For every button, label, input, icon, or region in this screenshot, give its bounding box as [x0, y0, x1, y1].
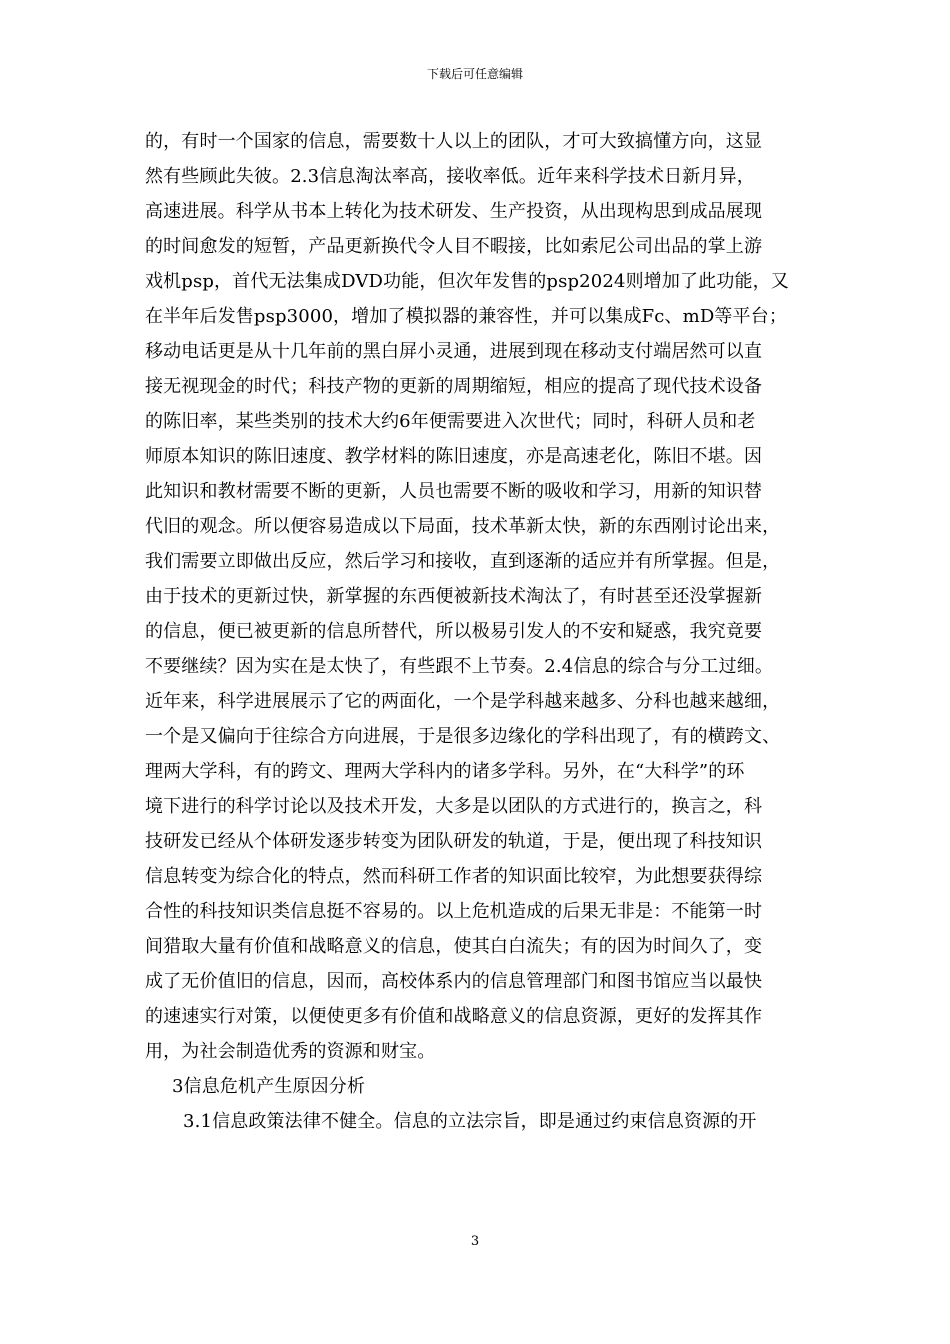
subsection-paragraph: 3.1信息政策法律不健全。信息的立法宗旨，即是通过约束信息资源的开	[183, 1111, 757, 1132]
text-line: 一个是又偏向于往综合方向进展，于是很多边缘化的学科出现了，有的横跨文、	[145, 726, 781, 747]
text-line: 在半年后发售psp3000，增加了模拟器的兼容性，并可以集成Fc、mD等平台；	[145, 306, 788, 327]
text-line: 的陈旧率，某些类别的技术大约6年便需要进入次世代；同时，科研人员和老	[145, 411, 756, 432]
text-line: 我们需要立即做出反应，然后学习和接收，直到逐渐的适应并有所掌握。但是，	[145, 551, 781, 572]
text-line: 移动电话更是从十几年前的黑白屏小灵通，进展到现在移动支付端居然可以直	[145, 341, 763, 362]
text-line: 然有些顾此失彼。2.3信息淘汰率高，接收率低。近年来科学技术日新月异，	[145, 166, 755, 187]
page-header: 下载后可任意编辑	[426, 67, 523, 81]
text-line: 的信息，便已被更新的信息所替代，所以极易引发人的不安和疑惑，我究竟要	[145, 621, 763, 642]
text-line: 境下进行的科学讨论以及技术开发，大多是以团队的方式进行的，换言之，科	[145, 796, 763, 817]
text-line: 此知识和教材需要不断的更新，人员也需要不断的吸收和学习，用新的知识替	[145, 481, 763, 502]
text-line: 合性的科技知识类信息挺不容易的。以上危机造成的后果无非是：不能第一时	[145, 901, 763, 922]
text-line: 接无视现金的时代；科技产物的更新的周期缩短，相应的提高了现代技术设备	[145, 376, 763, 397]
text-line: 高速进展。科学从书本上转化为技术研发、生产投资，从出现构思到成品展现	[145, 201, 763, 222]
text-line: 代旧的观念。所以便容易造成以下局面，技术革新太快，新的东西刚讨论出来，	[145, 516, 781, 537]
text-line: 的时间愈发的短暂，产品更新换代令人目不暇接，比如索尼公司出品的掌上游	[145, 236, 763, 257]
section-heading: 3信息危机产生原因分析	[172, 1076, 366, 1097]
text-line: 技研发已经从个体研发逐步转变为团队研发的轨道，于是，便出现了科技知识	[145, 831, 763, 852]
text-line: 的，有时一个国家的信息，需要数十人以上的团队，才可大致搞懂方向，这显	[145, 131, 763, 152]
text-line: 师原本知识的陈旧速度、教学材料的陈旧速度，亦是高速老化，陈旧不堪。因	[145, 446, 763, 467]
text-line: 近年来，科学进展展示了它的两面化，一个是学科越来越多、分科也越来越细，	[145, 691, 781, 712]
text-line: 戏机psp，首代无法集成DVD功能，但次年发售的psp2024则增加了此功能，又	[145, 271, 789, 292]
document-body	[145, 124, 825, 1139]
text-line: 不要继续？因为实在是太快了，有些跟不上节奏。2.4信息的综合与分工过细。	[145, 656, 774, 677]
text-line: 由于技术的更新过快，新掌握的东西便被新技术淘汰了，有时甚至还没掌握新	[145, 586, 763, 607]
body-paragraph	[145, 124, 825, 1069]
text-line: 信息转变为综合化的特点，然而科研工作者的知识面比较窄，为此想要获得综	[145, 866, 763, 887]
text-line: 的速速实行对策，以便使更多有价值和战略意义的信息资源，更好的发挥其作	[145, 1006, 763, 1027]
text-line: 成了无价值旧的信息，因而，高校体系内的信息管理部门和图书馆应当以最快	[145, 971, 763, 992]
page-number: 3	[470, 1234, 480, 1249]
text-line: 用，为社会制造优秀的资源和财宝。	[145, 1041, 436, 1062]
text-line: 理两大学科，有的跨文、理两大学科内的诸多学科。另外，在“大科学”的环	[145, 761, 745, 782]
text-line: 间猎取大量有价值和战略意义的信息，使其白白流失；有的因为时间久了，变	[145, 936, 763, 957]
